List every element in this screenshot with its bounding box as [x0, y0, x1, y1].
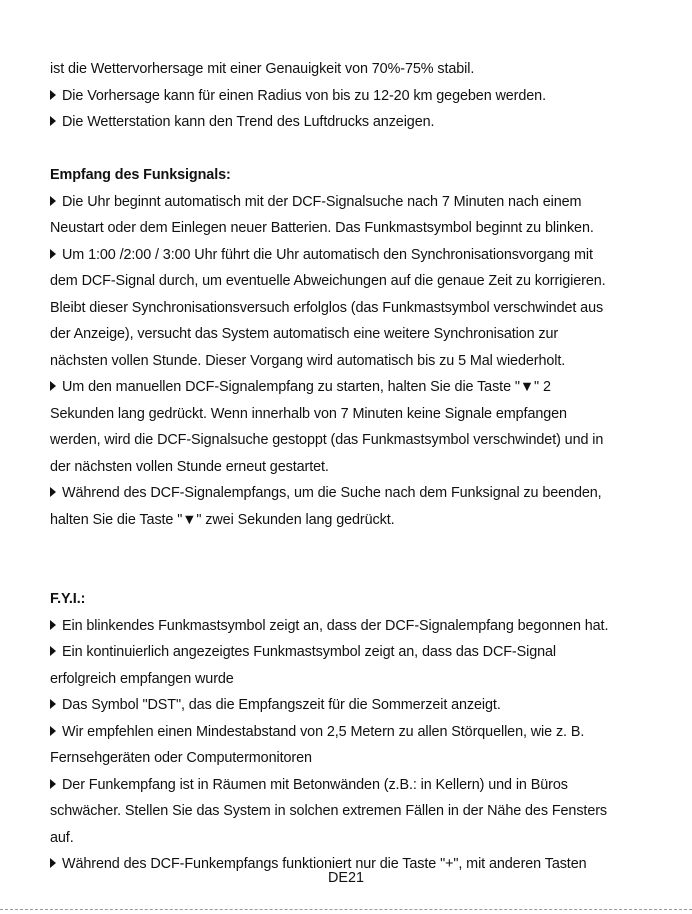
line-text: Die Vorhersage kann für einen Radius von bis zu 12-20 km gegeben werden.	[62, 87, 546, 104]
blank-line	[50, 136, 646, 163]
line-text: Ein kontinuierlich angezeigtes Funkmastsymbol zeigt an, dass das DCF-Signal	[62, 644, 557, 660]
bullet-triangle-icon	[50, 858, 56, 868]
line-text: Das Symbol "DST", das die Empfangszeit für die Sommerzeit anzeigt.	[62, 697, 501, 713]
text-line	[50, 427, 646, 454]
line-text: Empfang des Funksignals:	[50, 167, 231, 183]
blank-line	[50, 560, 646, 587]
text-line	[50, 507, 646, 534]
text-line	[50, 56, 646, 83]
bullet-line	[50, 374, 646, 401]
line-text: ist die Wettervorhersage mit einer Genauigkeit von 70%-75% stabil.	[50, 61, 475, 77]
line-text: Um den manuellen DCF-Signalempfang zu starten, halten Sie die Taste "▼" 2	[62, 379, 551, 395]
bullet-line	[50, 772, 646, 799]
text-line	[50, 295, 646, 322]
bullet-triangle-icon	[50, 249, 56, 259]
bullet-line	[50, 613, 646, 640]
page-bottom-rule	[0, 909, 692, 910]
line-text: Um 1:00 /2:00 / 3:00 Uhr führt die Uhr automatisch den Synchronisationsvorgang mit	[62, 246, 593, 263]
line-text: der nächsten vollen Stunde erneut gestartet.	[50, 458, 329, 475]
line-text: erfolgreich empfangen wurde	[50, 670, 234, 687]
line-text: auf.	[50, 829, 74, 846]
bullet-triangle-icon	[50, 699, 56, 709]
bullet-triangle-icon	[50, 116, 56, 126]
bullet-line	[50, 242, 646, 269]
text-line	[50, 401, 646, 428]
line-text: Sekunden lang gedrückt. Wenn innerhalb von 7 Minuten keine Signale empfangen	[50, 405, 567, 422]
line-text: Fernsehgeräten oder Computermonitoren	[50, 750, 312, 766]
blank-line	[50, 533, 646, 560]
bullet-triangle-icon	[50, 726, 56, 736]
line-text: halten Sie die Taste "▼" zwei Sekunden lang gedrückt.	[50, 511, 395, 528]
bullet-triangle-icon	[50, 196, 56, 206]
text-line	[50, 215, 646, 242]
bullet-line	[50, 83, 646, 110]
text-line	[50, 321, 646, 348]
text-line	[50, 348, 646, 375]
line-text: Die Wetterstation kann den Trend des Luftdrucks anzeigen.	[62, 114, 435, 130]
line-text: Neustart oder dem Einlegen neuer Batterien. Das Funkmastsymbol beginnt zu blinken.	[50, 220, 594, 236]
bullet-triangle-icon	[50, 646, 56, 656]
line-text: Bleibt dieser Synchronisationsversuch erfolglos (das Funkmastsymbol verschwindet aus	[50, 299, 604, 316]
text-line	[50, 454, 646, 481]
section-heading	[50, 586, 646, 613]
line-text: Während des DCF-Signalempfangs, um die Suche nach dem Funksignal zu beenden,	[62, 485, 602, 501]
line-text: Ein blinkendes Funkmastsymbol zeigt an, dass der DCF-Signalempfang begonnen hat.	[62, 617, 609, 634]
bullet-line	[50, 719, 646, 746]
bullet-line	[50, 109, 646, 136]
bullet-triangle-icon	[50, 779, 56, 789]
bullet-line	[50, 639, 646, 666]
line-text: Während des DCF-Funkempfangs funktioniert nur die Taste "+", mit anderen Tasten	[62, 856, 587, 872]
bullet-triangle-icon	[50, 620, 56, 630]
line-text: dem DCF-Signal durch, um eventuelle Abweichungen auf die genaue Zeit zu korrigieren.	[50, 273, 606, 289]
text-line	[50, 666, 646, 693]
page-number: DE21	[328, 870, 364, 886]
line-text: schwächer. Stellen Sie das System in solchen extremen Fällen in der Nähe des Fensters	[50, 803, 608, 819]
line-text: der Anzeige), versucht das System automatisch eine weitere Synchronisation zur	[50, 326, 559, 342]
document-body	[50, 56, 646, 878]
bullet-triangle-icon	[50, 90, 56, 100]
text-line	[50, 798, 646, 825]
text-line	[50, 825, 646, 852]
line-text: nächsten vollen Stunde. Dieser Vorgang wird automatisch bis zu 5 Mal wiederholt.	[50, 352, 566, 369]
text-line	[50, 745, 646, 772]
bullet-line	[50, 480, 646, 507]
line-text: werden, wird die DCF-Signalsuche gestoppt (das Funkmastsymbol verschwindet) und in	[50, 432, 604, 448]
bullet-line	[50, 692, 646, 719]
line-text: F.Y.I.:	[50, 591, 86, 607]
line-text: Der Funkempfang ist in Räumen mit Betonwänden (z.B.: in Kellern) und in Büros	[62, 776, 568, 793]
bullet-triangle-icon	[50, 381, 56, 391]
bullet-line	[50, 189, 646, 216]
line-text: Die Uhr beginnt automatisch mit der DCF-Signalsuche nach 7 Minuten nach einem	[62, 193, 582, 210]
line-text: Wir empfehlen einen Mindestabstand von 2,5 Metern zu allen Störquellen, wie z. B.	[62, 723, 585, 740]
section-heading	[50, 162, 646, 189]
bullet-triangle-icon	[50, 487, 56, 497]
text-line	[50, 268, 646, 295]
